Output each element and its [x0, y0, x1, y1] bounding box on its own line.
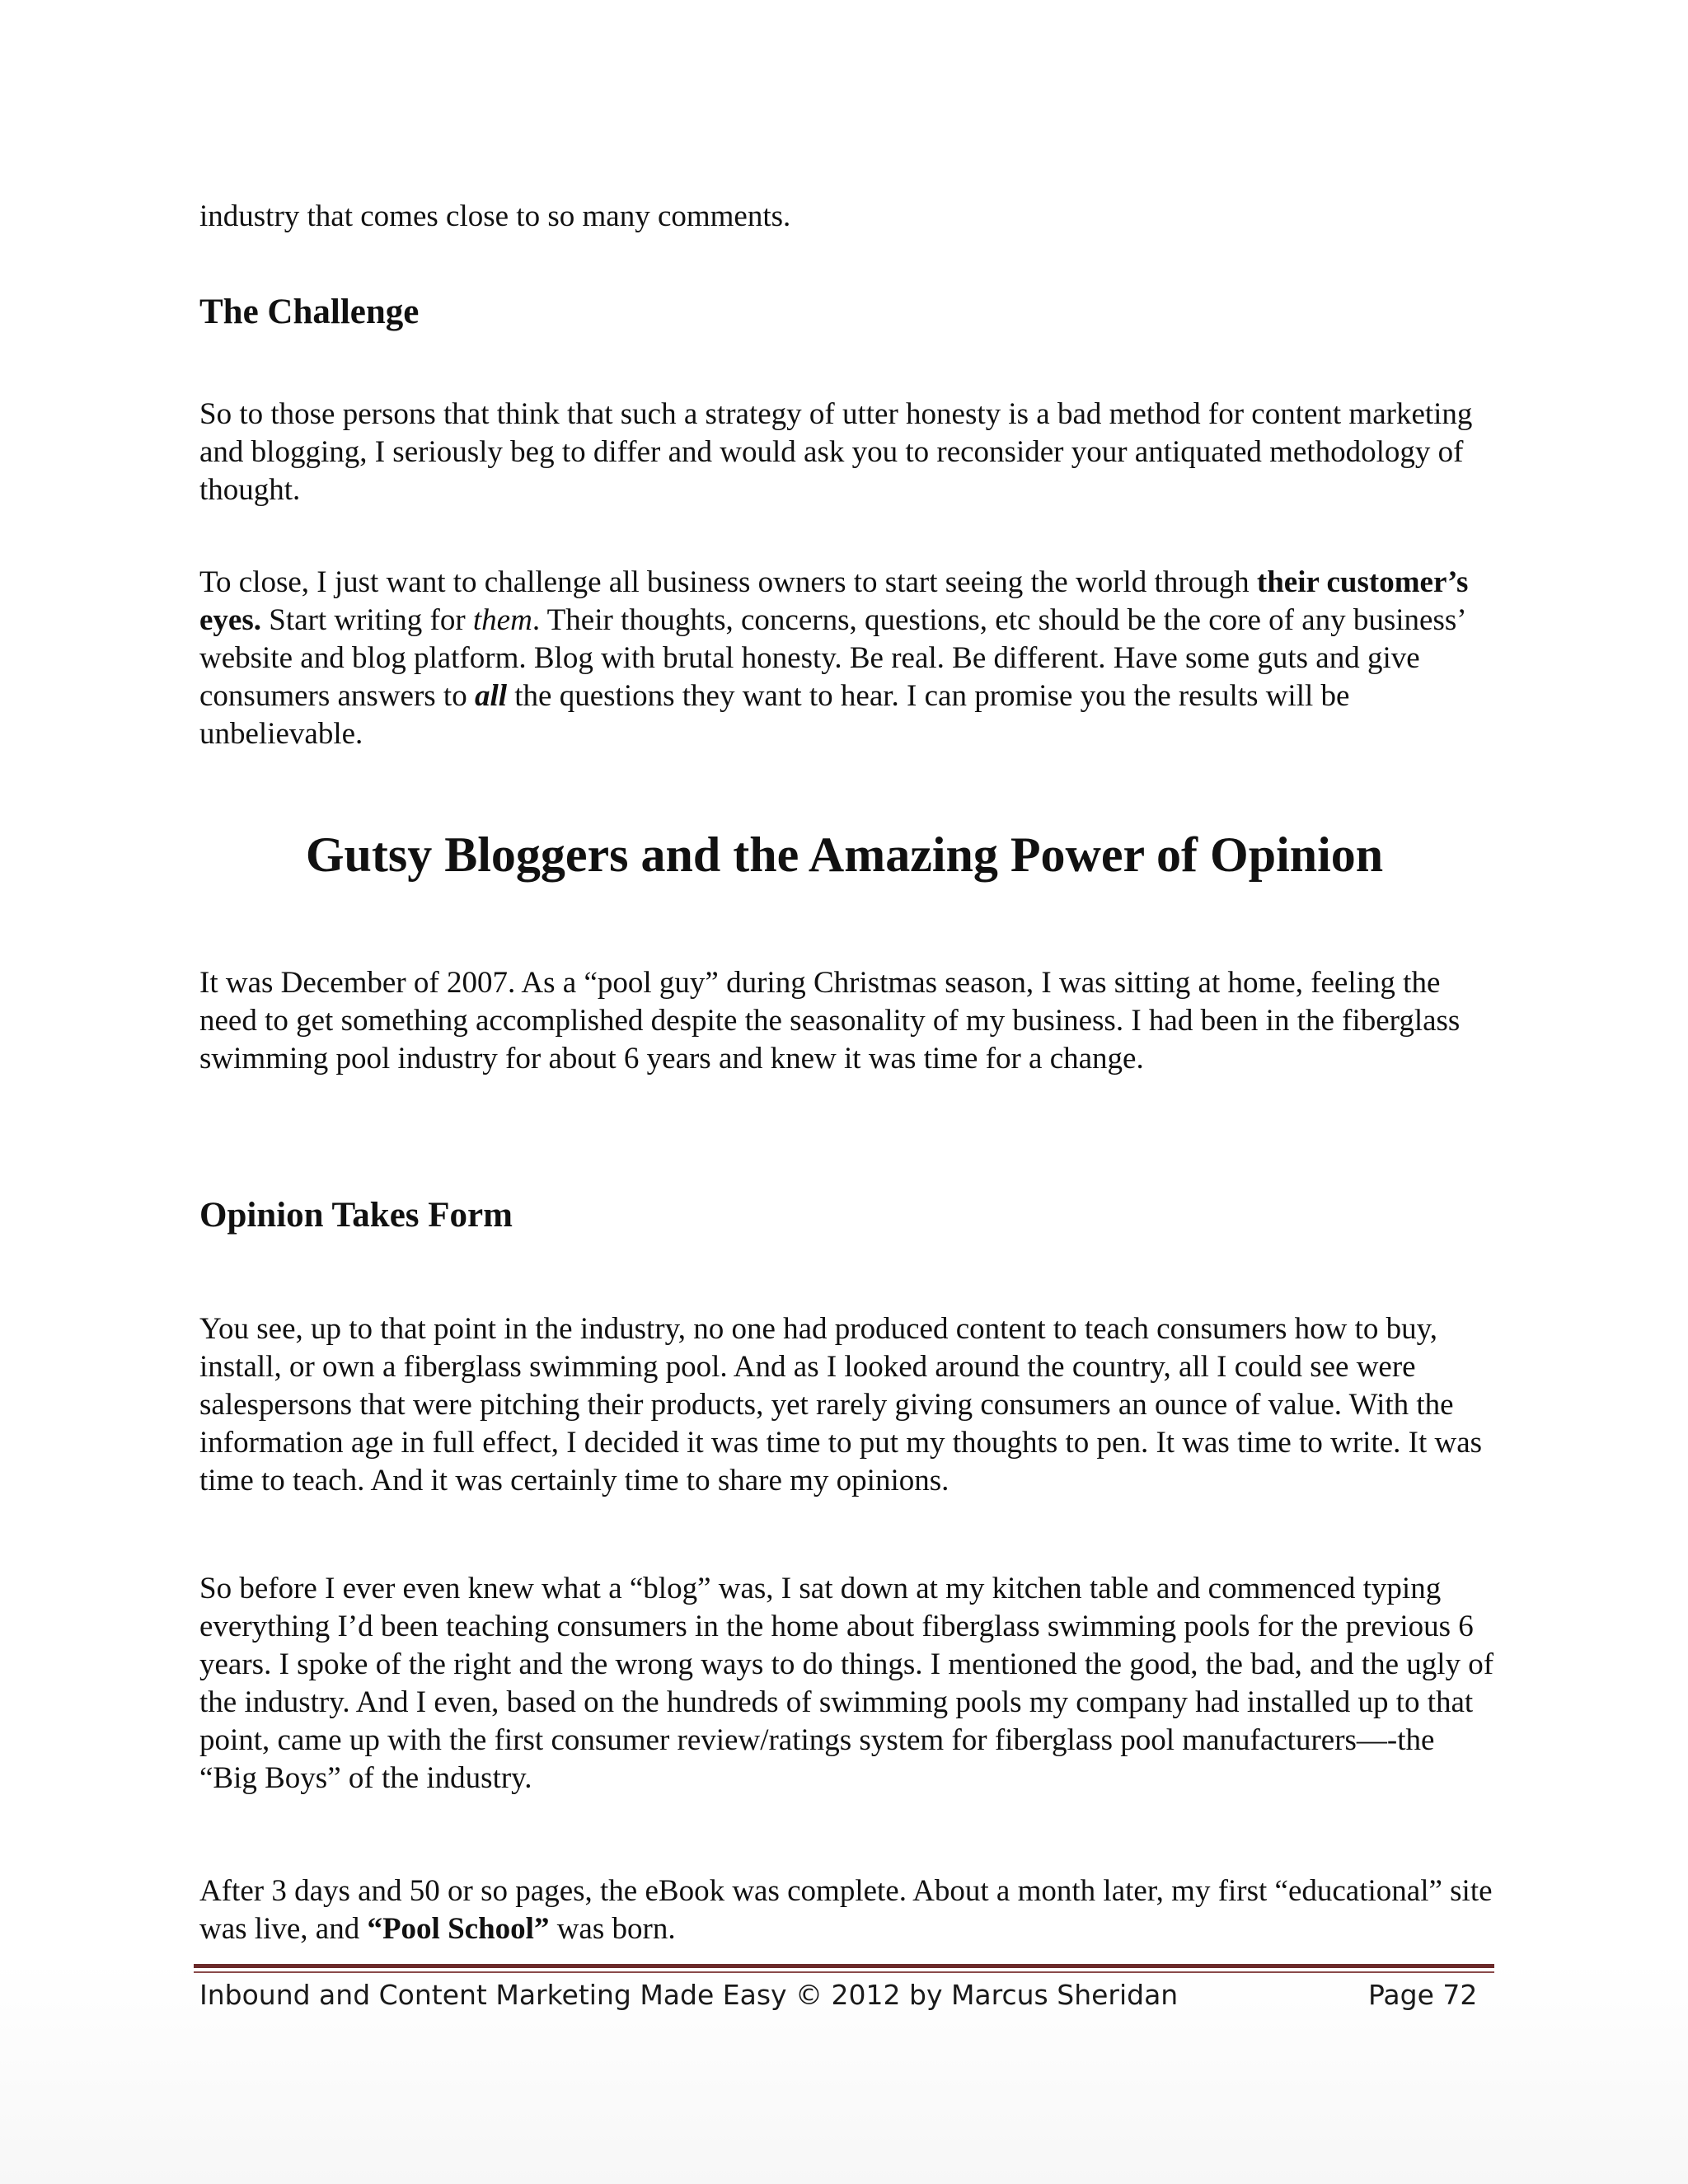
text-run: After 3 days and 50 or so pages, the eBook was complete. About a month later, my first “educational” site was live, and	[199, 1874, 1493, 1946]
chapter-title: Gutsy Bloggers and the Amazing Power of Opinion	[305, 827, 1384, 882]
bold-italic-run	[475, 679, 507, 713]
intro-line: industry that comes close to so many comments.	[199, 199, 791, 233]
footer-page-number: Page 72	[1368, 1979, 1478, 2011]
heading-the-challenge: The Challenge	[199, 293, 420, 331]
footer-rule-thin	[194, 1971, 1494, 1973]
italic-run: them	[472, 603, 532, 637]
challenge-paragraph-2	[199, 564, 1498, 753]
text-run: the questions they want to hear. I can promise you the results will be unbelievable.	[199, 679, 1350, 751]
heading-opinion-takes-form: Opinion Takes Form	[199, 1196, 513, 1235]
text-run: To close, I just want to challenge all business owners to start seeing the world through	[199, 565, 1257, 599]
italic-run: all	[474, 679, 508, 713]
opinion-paragraph-2: So before I ever even knew what a “blog” was, I sat down at my kitchen table and commenced typing everything I’d been teaching consumers in the home about fiberglass swimming pools for the previous 6 years. I spoke of the right and the wrong ways to do things. I mentioned the good, the bad, and the ugly of the industry. And I even, based on the hundreds of swimming pools my company had installed up to that point, came up with the first consumer review/ratings system for fiberglass pool manufacturers—-the “Big Boys” of the industry.	[199, 1572, 1494, 1795]
bold-run: their customer’s eyes.	[199, 565, 1469, 637]
footer-rule-thick	[194, 1964, 1494, 1968]
opinion-paragraph-1: You see, up to that point in the industry, no one had produced content to teach consumers how to buy, install, or own a fiberglass swimming pool. And as I looked around the country, all I could see were salespersons that were pitching their products, yet rarely giving consumers an ounce of value. With the information age in full effect, I decided it was time to put my thoughts to pen. It was time to write. It was time to teach. And it was certainly time to share my opinions.	[199, 1312, 1483, 1497]
text-run: Start writing for	[261, 603, 473, 637]
challenge-paragraph-1: So to those persons that think that such a strategy of utter honesty is a bad method for content marketing and blogging, I seriously beg to differ and would ask you to reconsider your antiquated methodology of thought.	[199, 397, 1473, 507]
footer-book-title: Inbound and Content Marketing Made Easy © 2012 by Marcus Sheridan	[199, 1979, 1179, 2011]
opinion-paragraph-3	[199, 1872, 1498, 1948]
bold-run: “Pool School”	[367, 1912, 550, 1946]
chapter-paragraph-1: It was December of 2007. As a “pool guy” during Christmas season, I was sitting at home, feeling the need to get something accomplished despite the seasonality of my business. I had been in the fiberglass swimming pool industry for about 6 years and knew it was time for a change.	[199, 966, 1461, 1076]
text-run: was born.	[549, 1912, 676, 1946]
text-run: . Their thoughts, concerns, questions, etc should be the core of any business’ website and blog platform. Blog with brutal honesty. Be real. Be different. Have some guts and give consumers answers to	[199, 603, 1465, 713]
